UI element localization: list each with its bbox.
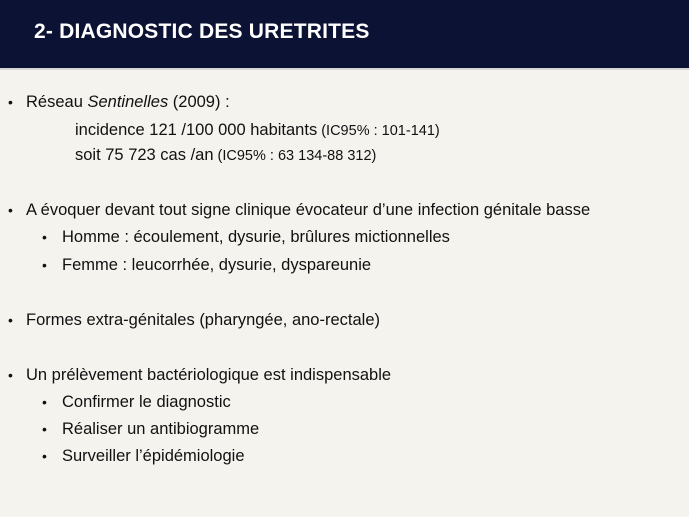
title-bar (0, 0, 689, 68)
cases-value: soit 75 723 cas /an (75, 146, 214, 164)
incidence-value: incidence 121 /100 000 habitants (75, 121, 318, 139)
sub-bullet-dot: • (42, 448, 47, 464)
title-divider (0, 68, 689, 70)
formes-line: Formes extra-génitales (pharyngée, ano-rectale) (26, 311, 381, 329)
evoquer-line: A évoquer devant tout signe clinique évocateur d’une infection génitale basse (26, 201, 591, 219)
sub-bullet-dot: • (42, 229, 47, 245)
cases-ci: (IC95% : 63 134-88 312) (213, 148, 377, 164)
sub-bullet-dot: • (42, 257, 47, 273)
sub-bullet-dot: • (42, 421, 47, 437)
slide-title: 2- DIAGNOSTIC DES URETRITES (34, 20, 370, 43)
list-item-confirmer: Confirmer le diagnostic (62, 393, 231, 411)
list-item-homme: Homme : écoulement, dysurie, brûlures mictionnelles (62, 228, 450, 246)
reseau-prefix: Réseau (26, 93, 88, 111)
sub-bullet-dot: • (42, 394, 47, 410)
prelevement-line: Un prélèvement bactériologique est indispensable (26, 366, 392, 384)
bullet-dot: • (8, 312, 13, 328)
reseau-sentinelles-line (26, 92, 230, 112)
list-item-femme: Femme : leucorrhée, dysurie, dyspareunie (62, 256, 372, 274)
list-item-antibiogramme: Réaliser un antibiogramme (62, 420, 260, 438)
sentinelles-italic: Sentinelles (87, 93, 169, 111)
bullet-dot: • (8, 367, 13, 383)
reseau-year: (2009) : (168, 93, 230, 111)
incidence-ci: (IC95% : 101-141) (317, 123, 440, 139)
bullet-dot: • (8, 202, 13, 218)
bullet-dot: • (8, 94, 13, 110)
cases-line (75, 145, 376, 166)
incidence-line (75, 120, 440, 141)
list-item-epidemiologie: Surveiller l’épidémiologie (62, 447, 245, 465)
